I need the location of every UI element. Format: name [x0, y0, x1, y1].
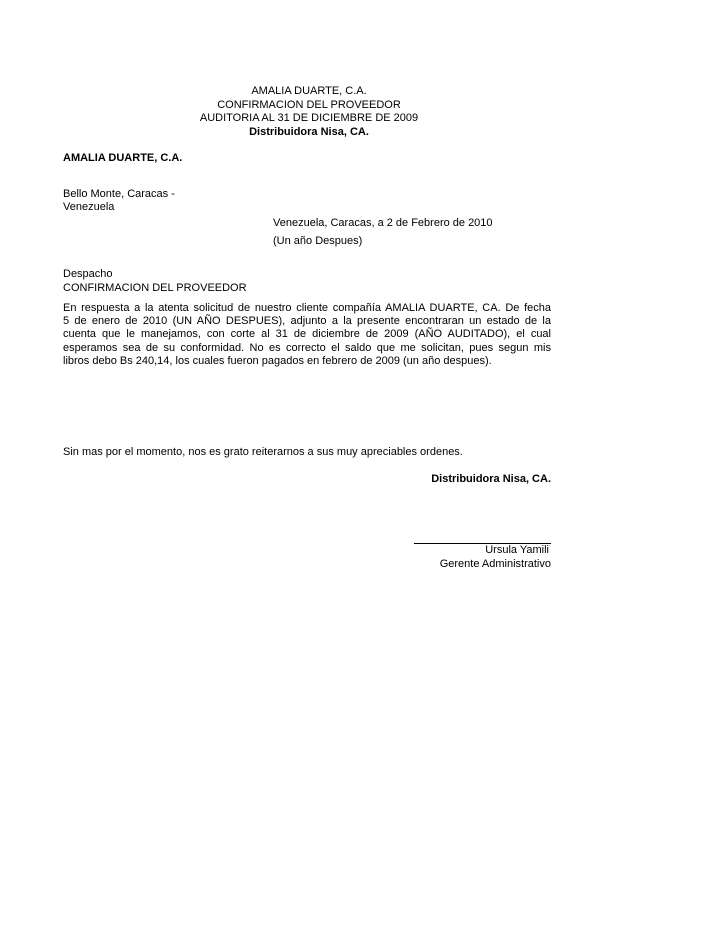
- document-header: [150, 85, 468, 139]
- address-line-1: Bello Monte, Caracas -: [63, 188, 175, 200]
- recipient-address: [63, 188, 175, 214]
- body-line: libros debo Bs 240,14, los cuales fueron pagados en febrero de 2009 (un año despues).: [63, 354, 492, 367]
- signature-company: Distribuidora Nisa, CA.: [431, 473, 551, 485]
- address-line-2: Venezuela: [63, 201, 115, 213]
- body-line: cuenta que le manejamos, con corte al 31 de diciembre de 2009 (AÑO AUDITADO), el cual: [63, 328, 551, 341]
- date-line: Venezuela, Caracas, a 2 de Febrero de 2010: [273, 217, 493, 229]
- signer-name: Ursula Yamili: [485, 544, 549, 556]
- date-block: [273, 214, 493, 250]
- body-line: En respuesta a la atenta solicitud de nuestro cliente compañía AMALIA DUARTE, CA. De fecha: [63, 302, 551, 314]
- signature-block: [380, 543, 551, 571]
- despacho-block: [63, 267, 247, 295]
- recipient-name: AMALIA DUARTE, C.A.: [63, 152, 183, 164]
- header-supplier: Distribuidora Nisa, CA.: [249, 125, 369, 138]
- signer-role: Gerente Administrativo: [439, 558, 551, 570]
- despacho-subject: CONFIRMACION DEL PROVEEDOR: [63, 282, 247, 294]
- closing-text: Sin mas por el momento, nos es grato reiterarnos a sus muy apreciables ordenes.: [63, 446, 463, 458]
- date-note: (Un año Despues): [273, 235, 363, 247]
- header-subtitle: AUDITORIA AL 31 DE DICIEMBRE DE 2009: [199, 112, 419, 124]
- header-title: CONFIRMACION DEL PROVEEDOR: [217, 98, 401, 111]
- body-paragraph: [63, 302, 551, 368]
- despacho-label: Despacho: [63, 268, 113, 280]
- body-line: esperamos sea de su conformidad. No es correcto el saldo que me solicitan, pues segun mis: [63, 341, 551, 354]
- header-company: AMALIA DUARTE, C.A.: [251, 85, 367, 97]
- body-line: 5 de enero de 2010 (UN AÑO DESPUES), adjunto a la presente encontraran un estado de la: [63, 315, 551, 328]
